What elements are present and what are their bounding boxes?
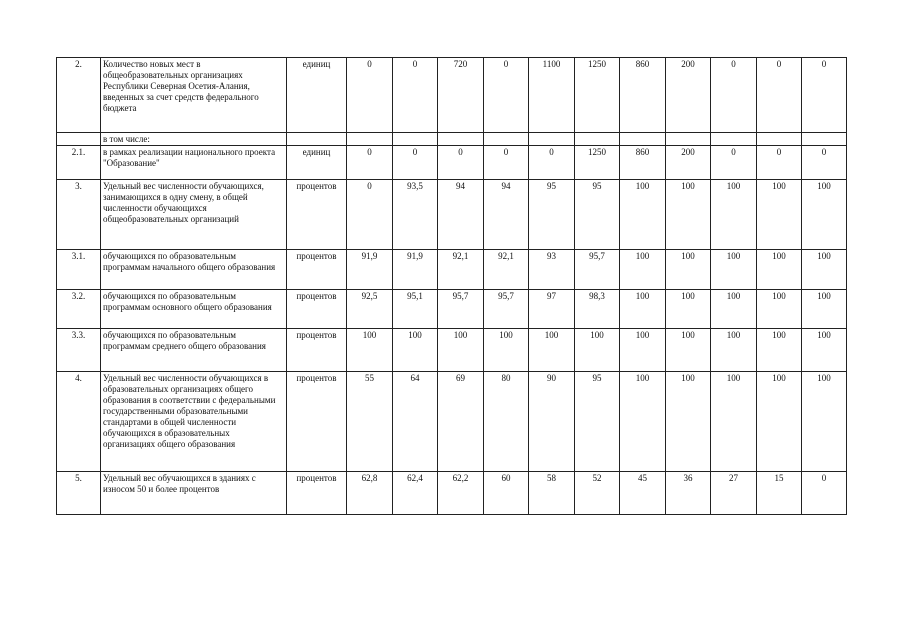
row-value: 100: [666, 250, 711, 290]
row-value: 95: [575, 180, 620, 250]
row-description: Удельный вес обучающихся в зданиях с износом 50 и более процентов: [101, 472, 287, 515]
row-value: 91,9: [347, 250, 393, 290]
row-value: 1250: [575, 58, 620, 133]
row-value: 0: [757, 58, 802, 133]
row-number: [57, 133, 101, 146]
row-value: 0: [529, 146, 575, 180]
row-value: 100: [802, 290, 847, 329]
row-value: 92,5: [347, 290, 393, 329]
row-value: 100: [438, 329, 484, 372]
row-value: 1250: [575, 146, 620, 180]
row-description: обучающихся по образовательным программам начального общего образования: [101, 250, 287, 290]
row-value: 200: [666, 58, 711, 133]
row-value: 100: [484, 329, 529, 372]
row-value: 92,1: [438, 250, 484, 290]
row-value: 98,3: [575, 290, 620, 329]
row-unit: единиц: [287, 146, 347, 180]
row-description: обучающихся по образовательным программам среднего общего образования: [101, 329, 287, 372]
row-value: 100: [666, 329, 711, 372]
row-number: 2.1.: [57, 146, 101, 180]
row-value: 100: [802, 180, 847, 250]
row-value: [620, 133, 666, 146]
row-unit: процентов: [287, 472, 347, 515]
table-body: [57, 58, 847, 515]
row-number: 2.: [57, 58, 101, 133]
row-unit: процентов: [287, 250, 347, 290]
row-value: 64: [393, 372, 438, 472]
row-value: 100: [620, 250, 666, 290]
row-value: 0: [757, 146, 802, 180]
row-value: [711, 133, 757, 146]
row-value: 100: [711, 329, 757, 372]
row-number: 3.2.: [57, 290, 101, 329]
row-value: [347, 133, 393, 146]
row-value: 45: [620, 472, 666, 515]
row-value: 27: [711, 472, 757, 515]
row-unit: процентов: [287, 290, 347, 329]
row-value: 62,4: [393, 472, 438, 515]
table-row: [57, 372, 847, 472]
row-value: 0: [802, 472, 847, 515]
table-row: [57, 250, 847, 290]
table-row: [57, 290, 847, 329]
row-value: [393, 133, 438, 146]
row-value: 100: [620, 290, 666, 329]
row-unit: процентов: [287, 180, 347, 250]
row-value: 200: [666, 146, 711, 180]
row-value: 0: [393, 58, 438, 133]
row-description: обучающихся по образовательным программам основного общего образования: [101, 290, 287, 329]
row-value: 94: [438, 180, 484, 250]
row-value: 95,7: [575, 250, 620, 290]
row-value: 0: [802, 146, 847, 180]
row-value: [802, 133, 847, 146]
row-value: 95,7: [484, 290, 529, 329]
row-value: 100: [711, 290, 757, 329]
table-row: [57, 329, 847, 372]
row-number: 3.1.: [57, 250, 101, 290]
row-description: Удельный вес численности обучающихся, занимающихся в одну смену, в общей численности обучающихся общеобразовательных организаций: [101, 180, 287, 250]
row-unit: единиц: [287, 58, 347, 133]
row-unit: процентов: [287, 329, 347, 372]
row-value: 97: [529, 290, 575, 329]
row-value: 80: [484, 372, 529, 472]
row-value: 100: [757, 372, 802, 472]
row-value: 100: [620, 372, 666, 472]
row-value: 100: [666, 290, 711, 329]
row-value: 100: [757, 250, 802, 290]
table-row: [57, 472, 847, 515]
row-value: 91,9: [393, 250, 438, 290]
row-value: 0: [347, 58, 393, 133]
row-value: 92,1: [484, 250, 529, 290]
row-value: 100: [757, 329, 802, 372]
row-value: 95: [529, 180, 575, 250]
row-value: 0: [393, 146, 438, 180]
row-number: 4.: [57, 372, 101, 472]
row-value: 100: [802, 250, 847, 290]
row-description: в том числе:: [101, 133, 287, 146]
row-value: 0: [347, 180, 393, 250]
row-value: 69: [438, 372, 484, 472]
row-value: 15: [757, 472, 802, 515]
row-value: [575, 133, 620, 146]
row-value: 100: [666, 180, 711, 250]
row-value: 100: [620, 180, 666, 250]
row-description: Удельный вес численности обучающихся в образовательных организациях общего образования в соответствии с федеральными государственными образовательными стандартами в общей численности обучающихся в образовательных организациях общего образования: [101, 372, 287, 472]
row-value: 100: [711, 180, 757, 250]
row-value: 100: [802, 372, 847, 472]
row-value: 95,7: [438, 290, 484, 329]
row-value: 0: [438, 146, 484, 180]
row-value: 720: [438, 58, 484, 133]
table-row: [57, 180, 847, 250]
row-value: [529, 133, 575, 146]
row-value: 100: [393, 329, 438, 372]
row-value: 100: [666, 372, 711, 472]
row-unit: процентов: [287, 372, 347, 472]
row-value: [666, 133, 711, 146]
table-row: [57, 146, 847, 180]
row-value: 1100: [529, 58, 575, 133]
row-value: [757, 133, 802, 146]
row-value: 100: [711, 372, 757, 472]
row-description: в рамках реализации национального проекта "Образование": [101, 146, 287, 180]
row-unit: [287, 133, 347, 146]
row-value: 860: [620, 58, 666, 133]
row-number: 3.: [57, 180, 101, 250]
row-value: 36: [666, 472, 711, 515]
row-value: 100: [711, 250, 757, 290]
row-value: 90: [529, 372, 575, 472]
row-value: 100: [575, 329, 620, 372]
row-value: 62,2: [438, 472, 484, 515]
row-value: 100: [620, 329, 666, 372]
row-value: 100: [529, 329, 575, 372]
row-value: 0: [711, 58, 757, 133]
row-value: 0: [711, 146, 757, 180]
row-value: 100: [757, 290, 802, 329]
row-value: 60: [484, 472, 529, 515]
row-value: 0: [484, 58, 529, 133]
row-value: 100: [757, 180, 802, 250]
row-value: 93,5: [393, 180, 438, 250]
row-value: 100: [347, 329, 393, 372]
indicators-table: [56, 57, 847, 515]
row-value: 860: [620, 146, 666, 180]
row-value: [438, 133, 484, 146]
row-description: Количество новых мест в общеобразовательных организациях Республики Северная Осетия-Алания, введенных за счет средств федерального бюджета: [101, 58, 287, 133]
row-value: 0: [802, 58, 847, 133]
row-value: 58: [529, 472, 575, 515]
row-value: 0: [484, 146, 529, 180]
row-value: 95,1: [393, 290, 438, 329]
row-value: 55: [347, 372, 393, 472]
row-value: 62,8: [347, 472, 393, 515]
row-value: 94: [484, 180, 529, 250]
table-row: [57, 133, 847, 146]
row-value: 52: [575, 472, 620, 515]
row-value: 100: [802, 329, 847, 372]
table-row: [57, 58, 847, 133]
row-number: 5.: [57, 472, 101, 515]
row-value: 95: [575, 372, 620, 472]
row-value: [484, 133, 529, 146]
row-value: 0: [347, 146, 393, 180]
row-number: 3.3.: [57, 329, 101, 372]
row-value: 93: [529, 250, 575, 290]
